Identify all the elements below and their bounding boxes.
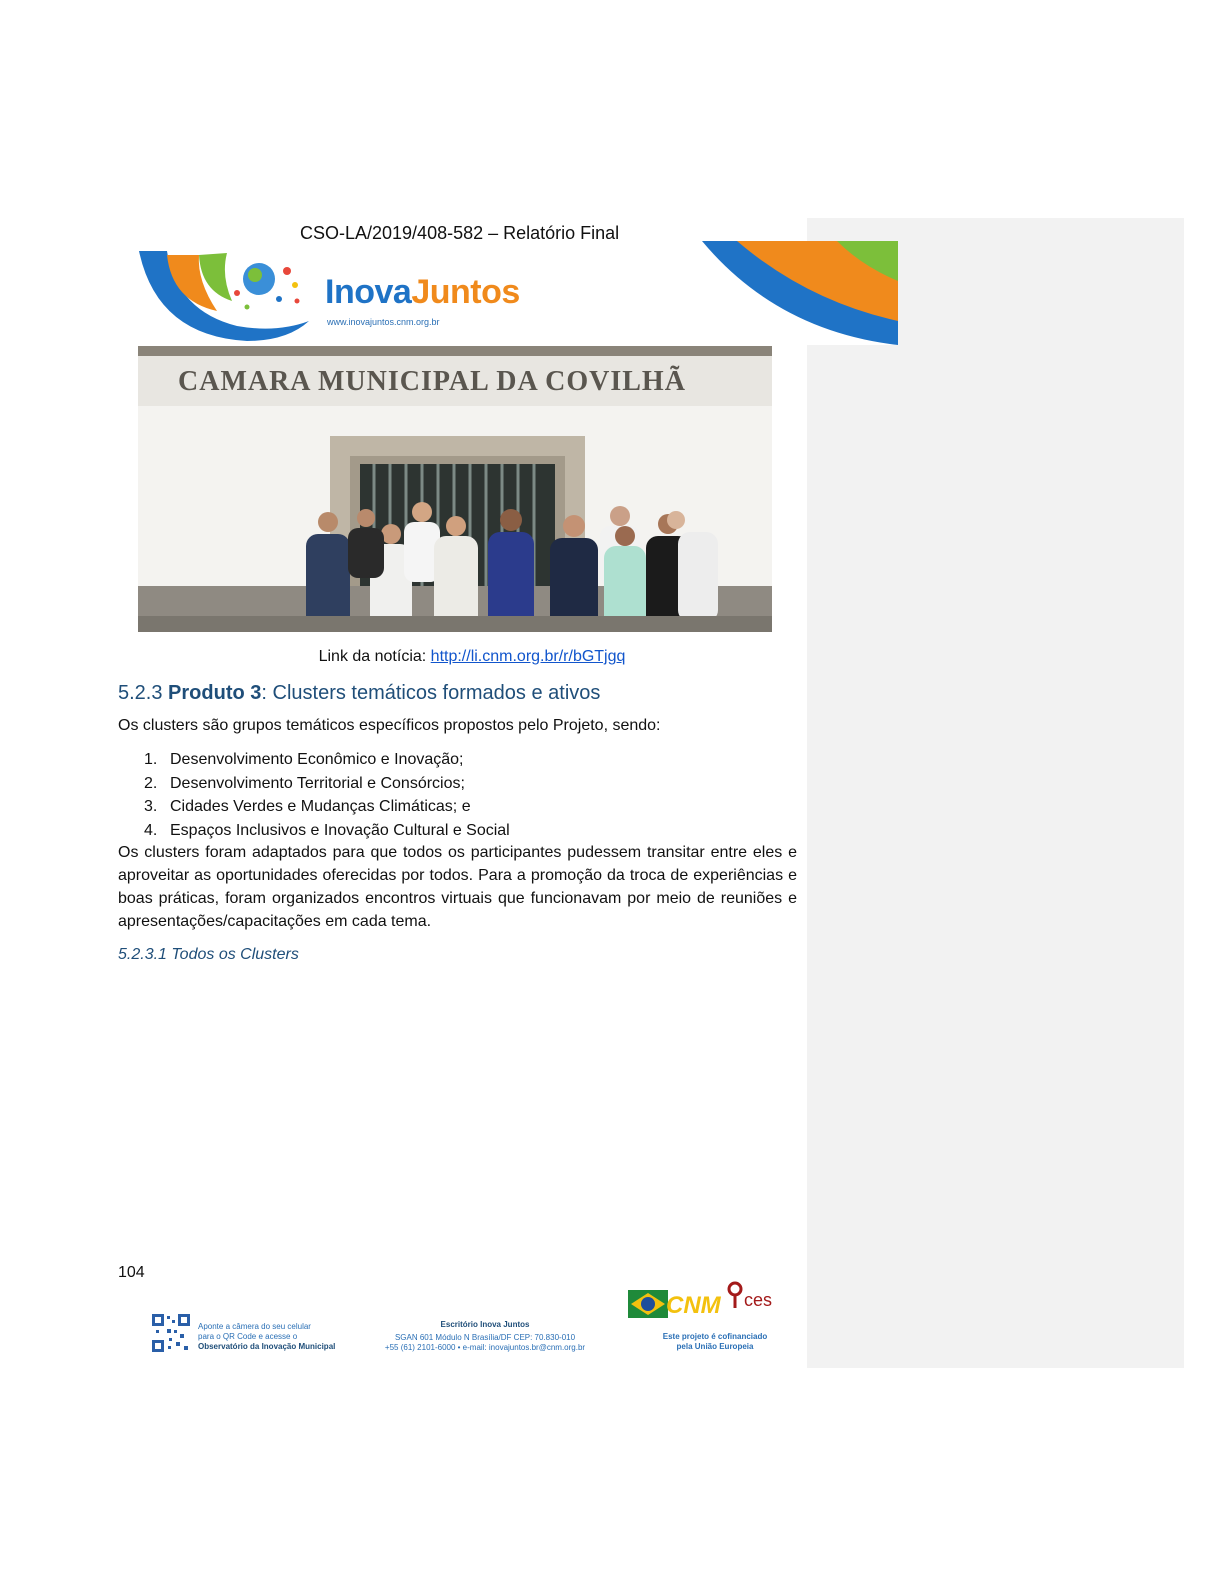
brazil-flag-icon xyxy=(628,1290,668,1318)
news-link[interactable]: http://li.cnm.org.br/r/bGTjgq xyxy=(430,648,626,665)
section-body: Os clusters foram adaptados para que todos os participantes pudessem transitar entre eles e aproveitar as oportunidades oferecidas por todos. Para a promoção da troca de experiências e boas práticas, foram organizados encontros virtuais que funcionavam por meio de reuniões e apresentações/capacitações em cada tema. xyxy=(118,844,797,930)
cnm-logo: CNM xyxy=(666,1292,721,1319)
footer-eu-funding: Este projeto é cofinanciado pela União Europeia xyxy=(662,1332,768,1351)
facade-inscription: CAMARA MUNICIPAL DA COVILHÃ xyxy=(178,366,686,397)
list-item: 2. Desenvolvimento Territorial e Consórcios; xyxy=(144,774,465,792)
photo-caption xyxy=(0,648,944,666)
brand-url: www.inovajuntos.cnm.org.br xyxy=(327,317,440,327)
city-hall-group-photo xyxy=(138,346,772,632)
cluster-list xyxy=(118,748,510,842)
brand-wordmark: InovaJuntos xyxy=(325,273,520,311)
ces-logo: ces xyxy=(744,1290,773,1310)
qr-code-icon xyxy=(152,1314,190,1352)
comment-margin-pane xyxy=(807,218,1184,1368)
subsection-heading: 5.2.3.1 Todos os Clusters xyxy=(118,946,299,963)
section-intro: Os clusters são grupos temáticos específicos propostos pelo Projeto, sendo: xyxy=(118,717,661,734)
footer-office: Escritório Inova Juntos SGAN 601 Módulo N Brasília/DF CEP: 70.830-010 +55 (61) 2101-6000 • e-mail: inovajuntos.br@cnm.org.br xyxy=(384,1320,586,1352)
page-number: 104 xyxy=(118,1264,145,1281)
list-item: 3. Cidades Verdes e Mudanças Climáticas; e xyxy=(144,798,471,815)
caption-label: Link da notícia: xyxy=(318,648,431,665)
list-item: 1. Desenvolvimento Econômico e Inovação; xyxy=(144,751,464,768)
footer-qr-text: Aponte a câmera do seu celular para o QR Code e acesse o Observatório da Inovação Municipal xyxy=(198,1322,336,1351)
inovajuntos-banner xyxy=(137,241,898,345)
section-heading: 5.2.3 Produto 3: Clusters temáticos formados e ativos xyxy=(118,682,601,704)
ces-logo-icon xyxy=(726,1280,744,1310)
list-item: 4. Espaços Inclusivos e Inovação Cultural e Social xyxy=(144,821,510,839)
running-header: CSO-LA/2019/408-582 – Relatório Final xyxy=(300,223,620,240)
